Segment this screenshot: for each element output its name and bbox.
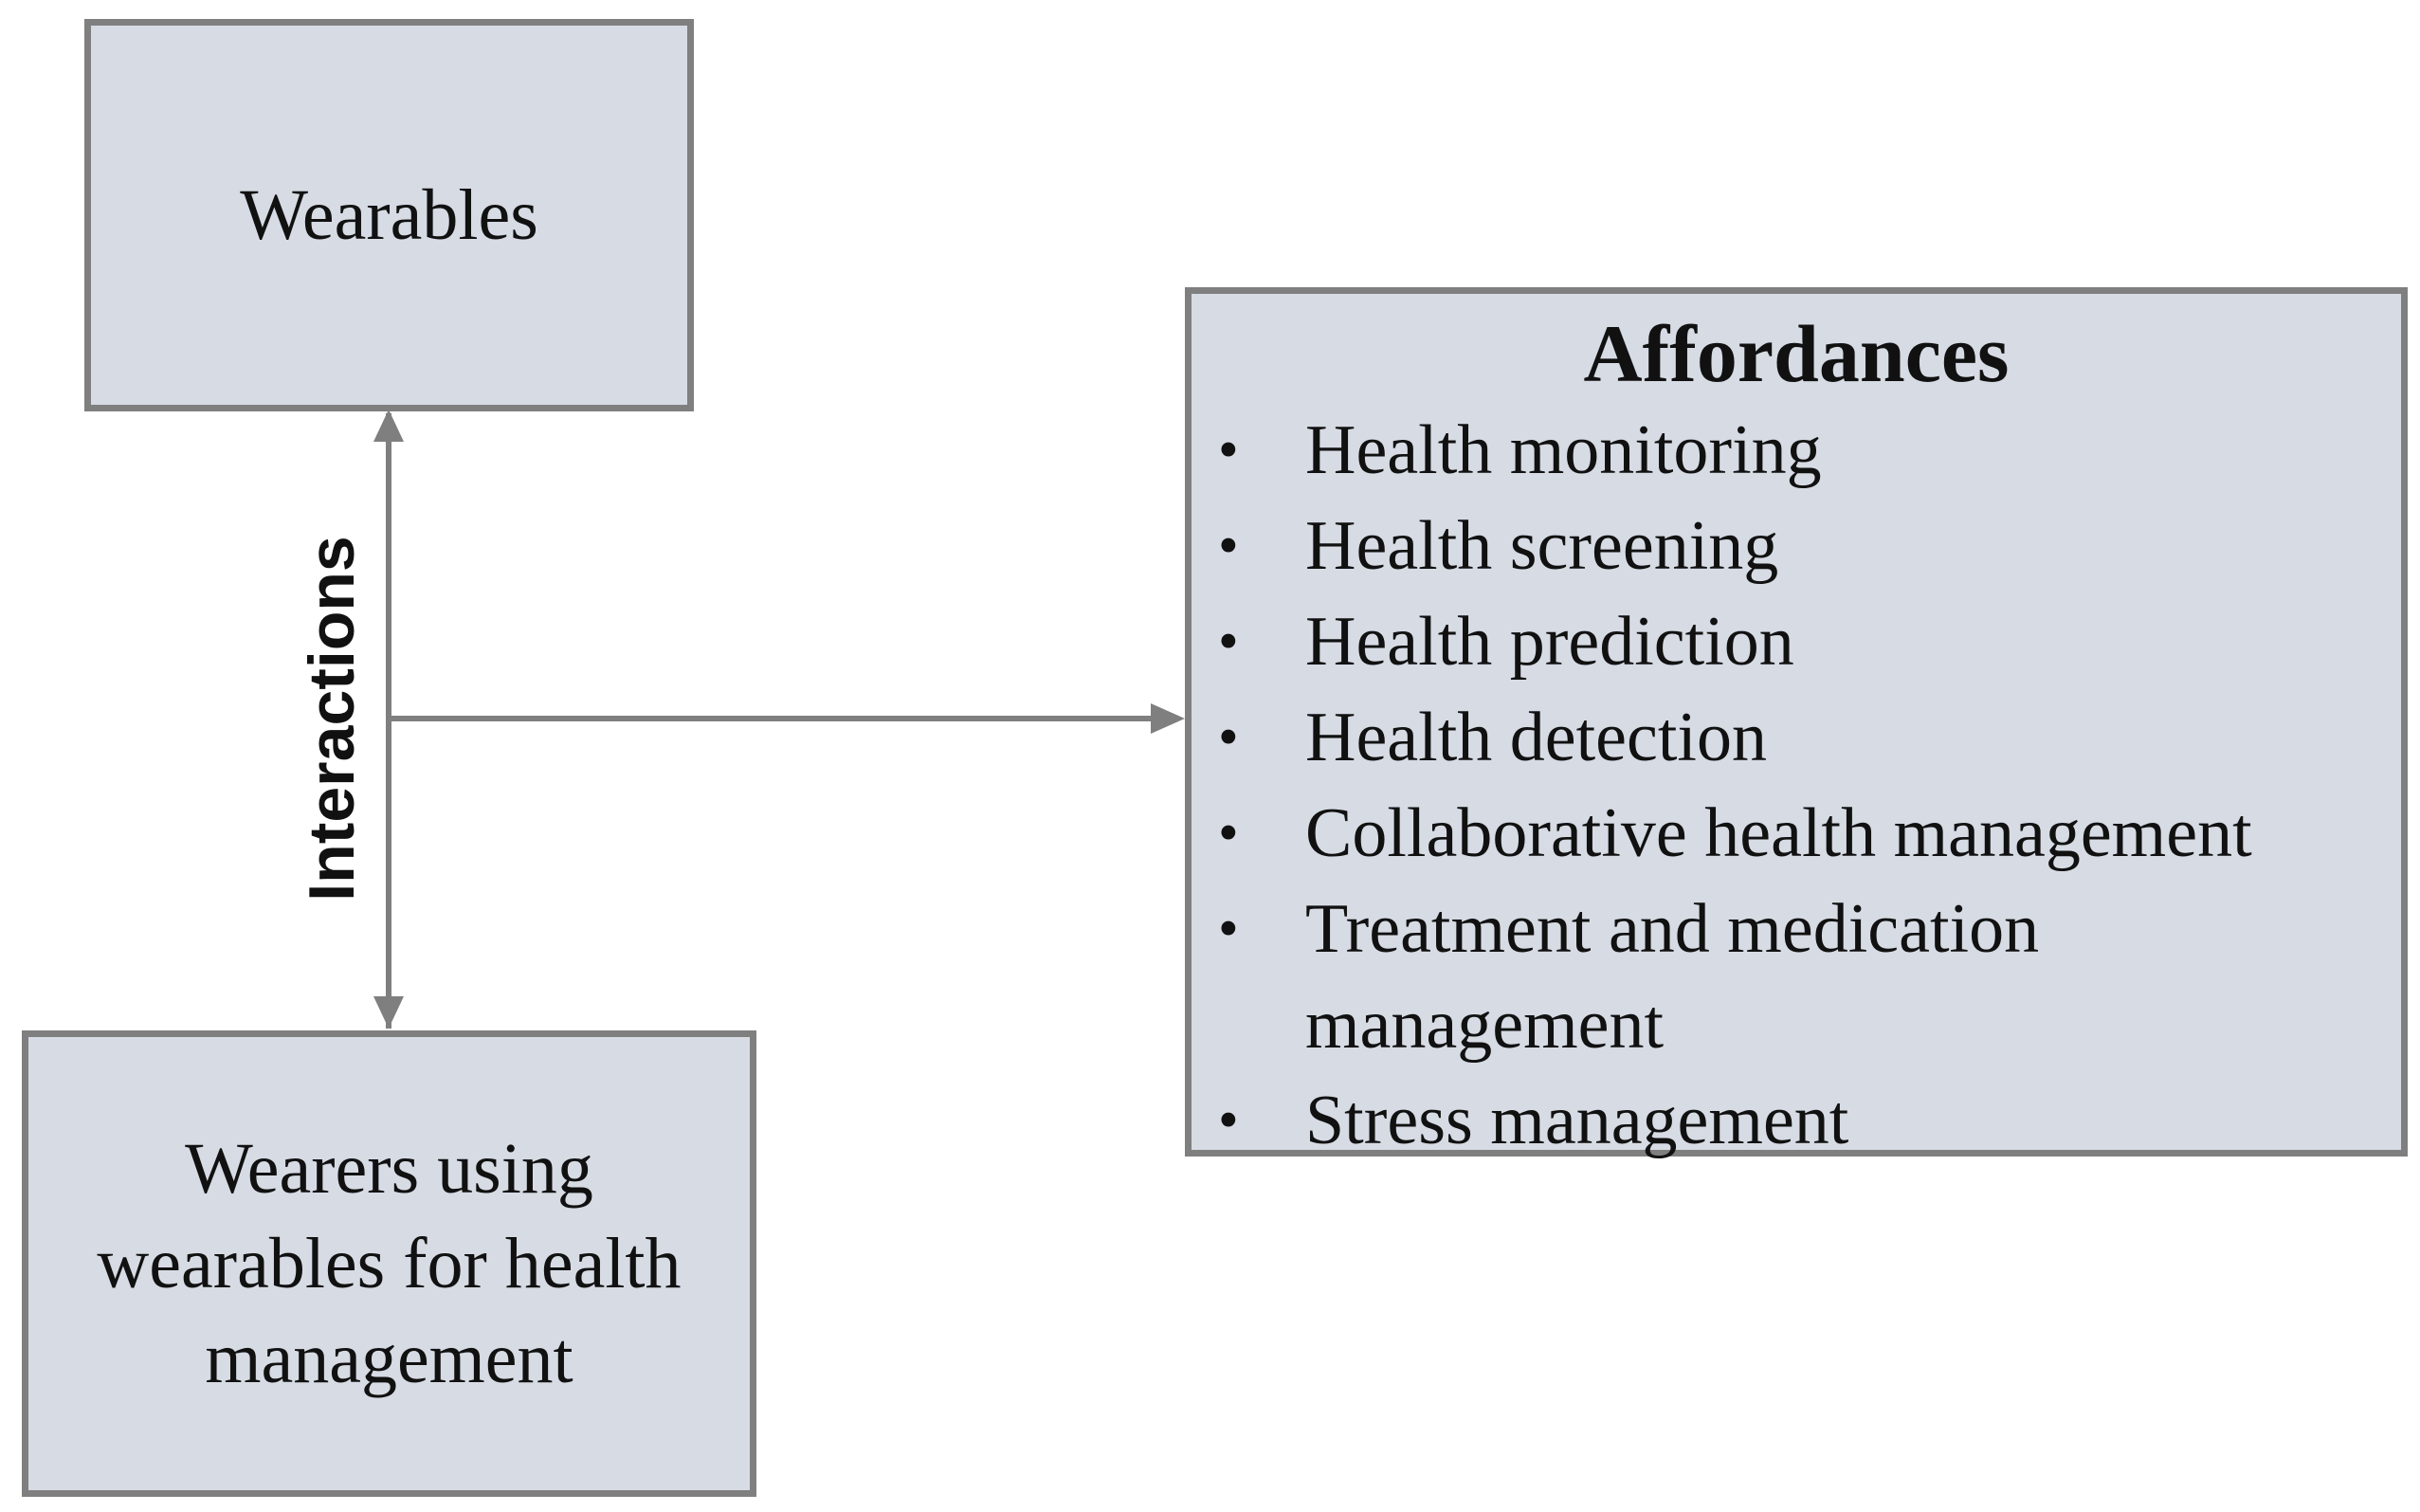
affordance-item: • Health monitoring xyxy=(1192,403,2401,499)
interactions-label: Interactions xyxy=(296,536,368,902)
wearers-box xyxy=(22,1030,756,1497)
affordance-item: • Collaborative health management xyxy=(1192,786,2401,882)
affordance-item: • Stress management xyxy=(1192,1073,2401,1169)
affordance-item: • Health prediction xyxy=(1192,594,2401,690)
wearers-label: Wearers using wearables for health management xyxy=(97,1129,682,1398)
arrowhead-right-icon xyxy=(1151,703,1185,734)
affordances-title: Affordances xyxy=(1583,308,2010,399)
arrowhead-up-icon xyxy=(373,410,404,442)
affordance-item: • Health screening xyxy=(1192,499,2401,594)
affordance-item: • Treatment and medication management xyxy=(1192,882,2401,1073)
wearables-label: Wearables xyxy=(240,175,538,255)
wearables-box xyxy=(84,19,694,411)
affordances-list xyxy=(1192,403,2401,1169)
affordances-box xyxy=(1185,287,2408,1157)
affordance-item: • Health detection xyxy=(1192,690,2401,786)
arrowhead-down-icon xyxy=(373,996,404,1029)
